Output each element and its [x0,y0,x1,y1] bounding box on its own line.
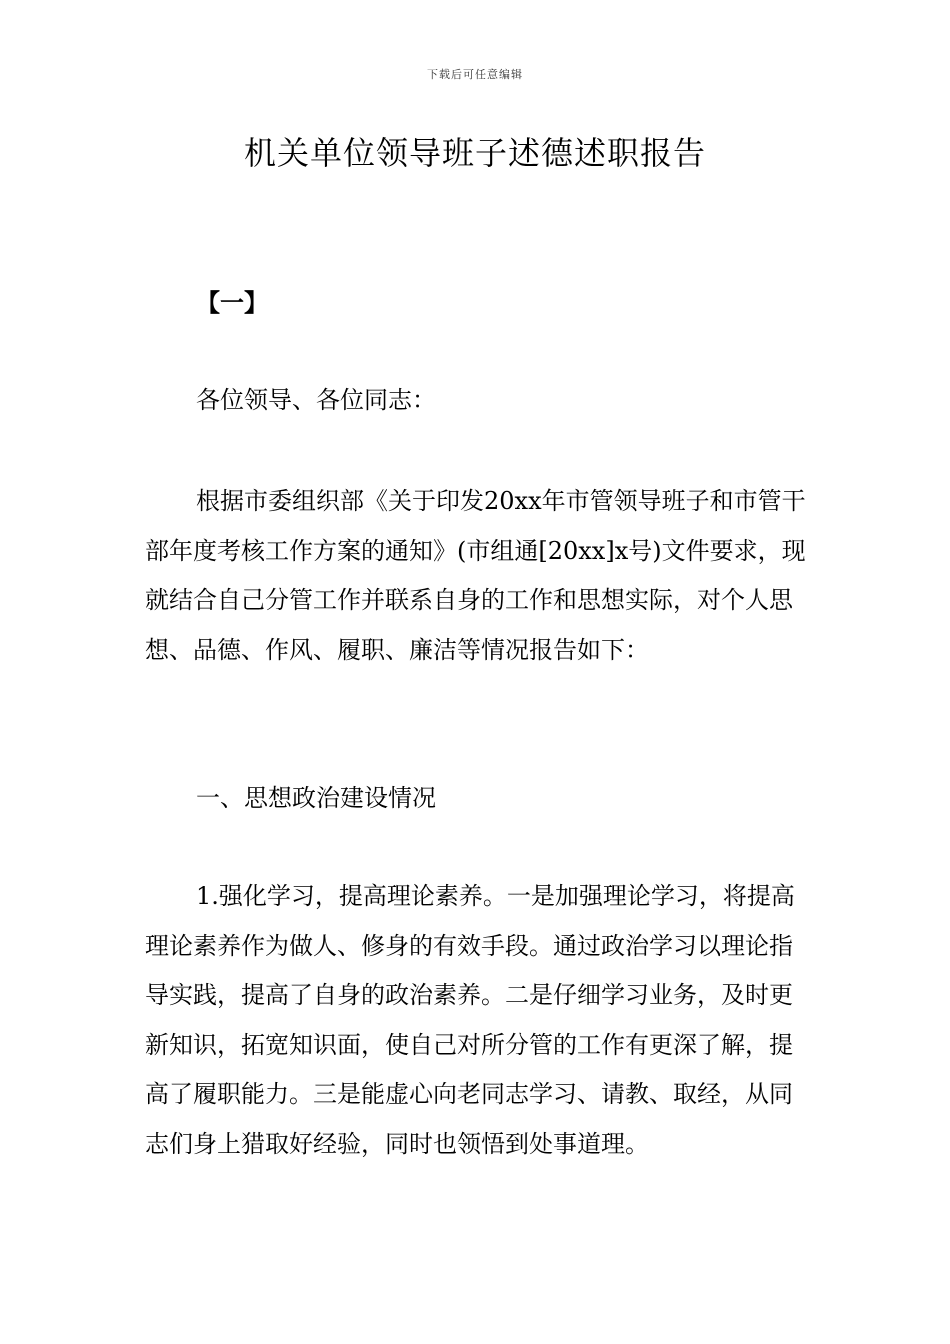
section-heading: 一、思想政治建设情况 [196,784,436,812]
document-title: 机关单位领导班子述德述职报告 [243,134,706,172]
body-paragraph: 1.强化学习，提高理论素养。一是加强理论学习，将提高理论素养作为做人、修身的有效手段。通过政治学习以理论指导实践，提高了自身的政治素养。二是仔细学习业务，及时更新知识，拓宽知识面，使自己对所分管的工作有更深了解，提高了履职能力。三是能虚心向老同志学习、请教、取经，从同志们身上猎取好经验，同时也领悟到处事道理。 [145,882,795,1158]
intro-paragraph: 根据市委组织部《关于印发20xx年市管领导班子和市管干部年度考核工作方案的通知》(市组通[20xx]x号)文件要求，现就结合自己分管工作并联系自身的工作和思想实际，对个人思想、品德、作风、履职、廉洁等情况报告如下： [145,487,806,664]
header-note: 下载后可任意编辑 [427,68,523,81]
section-marker: 【一】 [196,289,268,317]
salutation: 各位领导、各位同志： [196,386,436,414]
